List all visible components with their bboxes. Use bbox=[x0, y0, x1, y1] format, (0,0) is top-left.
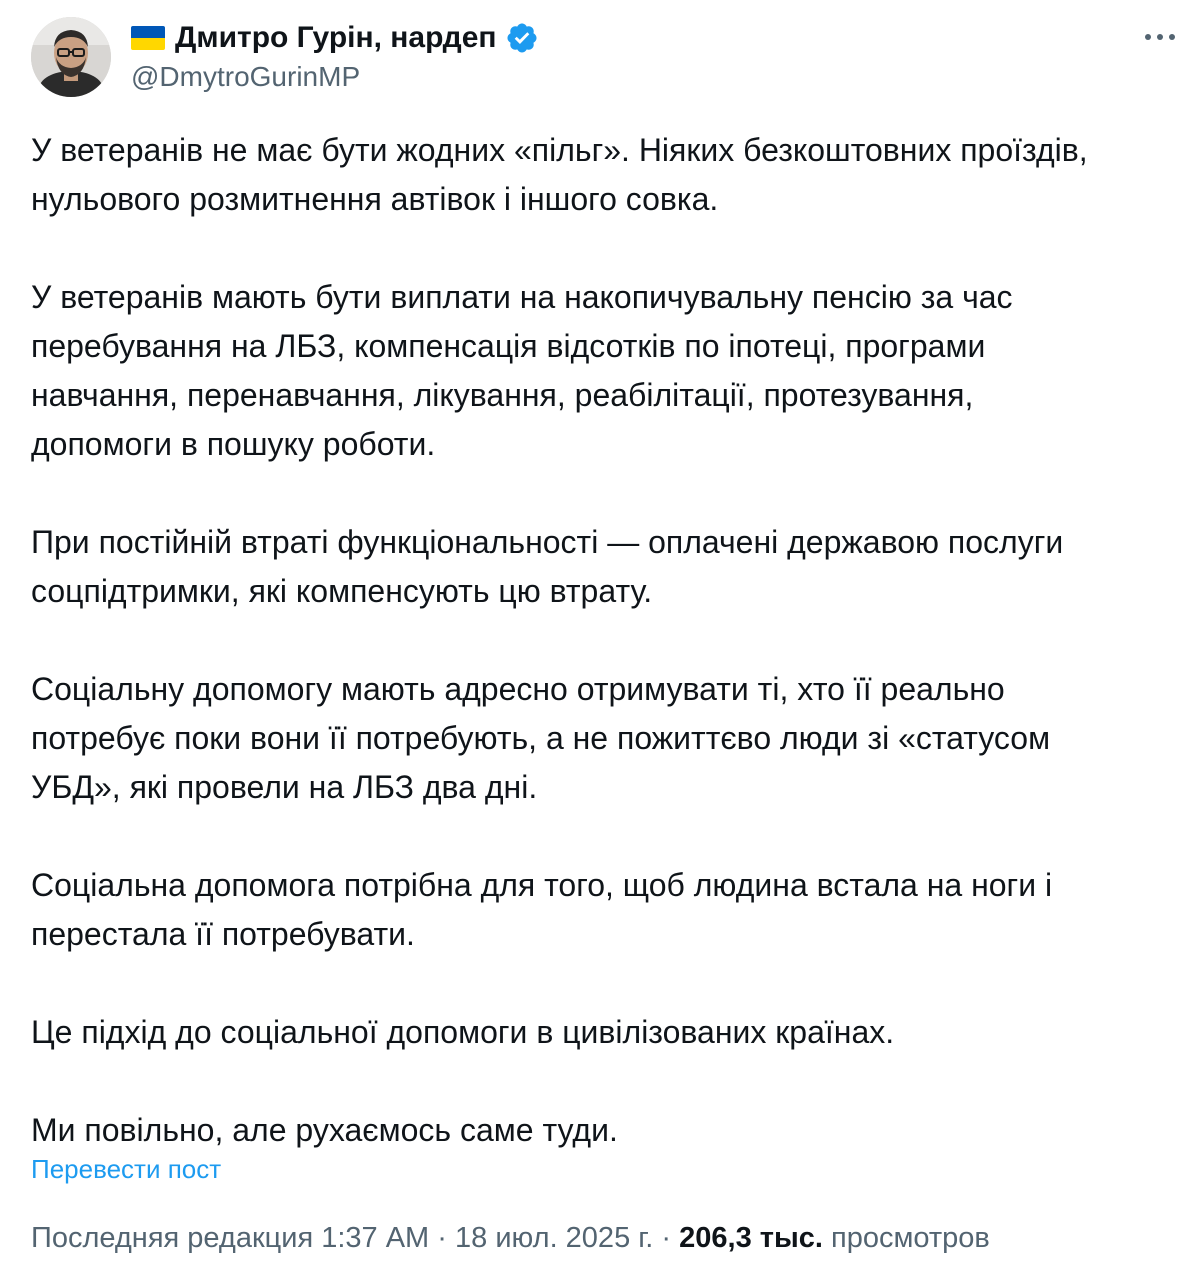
translate-post-link[interactable]: Перевести пост bbox=[31, 1154, 222, 1184]
tweet-line: навчання, перенавчання, лікування, реабілітації, протезування, bbox=[31, 377, 974, 413]
tweet-paragraph bbox=[31, 273, 1176, 469]
tweet-line: перестала її потребувати. bbox=[31, 916, 415, 952]
tweet-paragraph bbox=[31, 665, 1176, 812]
author-handle[interactable]: @DmytroGurinMP bbox=[131, 61, 361, 92]
tweet-line: У ветеранів мають бути виплати на накопичувальну пенсію за час bbox=[31, 279, 1013, 315]
post-date[interactable]: 18 июл. 2025 г. bbox=[455, 1222, 654, 1254]
tweet-line: При постійній втраті функціональності — оплачені державою послуги bbox=[31, 524, 1064, 560]
tweet-line: УБД», які провели на ЛБЗ два дні. bbox=[31, 769, 538, 805]
avatar-photo-icon bbox=[31, 17, 111, 97]
edit-label[interactable]: Последняя редакция bbox=[31, 1222, 314, 1254]
tweet-paragraph bbox=[31, 1008, 1176, 1057]
tweet-line: Ми повільно, але рухаємось саме туди. bbox=[31, 1112, 618, 1148]
views-label: просмотров bbox=[831, 1222, 990, 1254]
tweet-line: Це підхід до соціальної допомоги в цивілізованих країнах. bbox=[31, 1014, 895, 1050]
tweet-line: Соціальну допомогу мають адресно отримувати ті, хто її реально bbox=[31, 671, 1005, 707]
tweet-paragraph bbox=[31, 1106, 1176, 1155]
ukraine-flag-icon bbox=[131, 26, 165, 50]
tweet-line: нульового розмитнення автівок і іншого совка. bbox=[31, 181, 719, 217]
tweet-text bbox=[31, 126, 1176, 1155]
tweet-paragraph bbox=[31, 861, 1176, 959]
meta-separator: · bbox=[661, 1222, 672, 1254]
author-line bbox=[131, 19, 539, 57]
more-dots-icon[interactable] bbox=[1138, 22, 1182, 52]
tweet-line: У ветеранів не має бути жодних «пільг». Ніяких безкоштовних проїздів, bbox=[31, 132, 1088, 168]
tweet-line: потребує поки вони її потребують, а не пожиттєво люди зі «статусом bbox=[31, 720, 1051, 756]
display-name[interactable]: Дмитро Гурін, нардеп bbox=[175, 21, 497, 54]
tweet-line: Соціальна допомога потрібна для того, щоб людина встала на ноги і bbox=[31, 867, 1053, 903]
tweet-paragraph bbox=[31, 126, 1176, 224]
views-count[interactable]: 206,3 тыс. bbox=[679, 1222, 823, 1254]
tweet-paragraph bbox=[31, 518, 1176, 616]
verified-badge-icon[interactable] bbox=[505, 21, 539, 55]
tweet-line: допомоги в пошуку роботи. bbox=[31, 426, 436, 462]
tweet-line: перебування на ЛБЗ, компенсація відсотків по іпотеці, програми bbox=[31, 328, 986, 364]
tweet-line: соцпідтримки, які компенсують цю втрату. bbox=[31, 573, 653, 609]
tweet-meta bbox=[31, 1222, 990, 1255]
meta-separator: · bbox=[437, 1222, 447, 1254]
post-time[interactable]: 1:37 AM bbox=[321, 1222, 430, 1254]
avatar[interactable] bbox=[31, 17, 111, 97]
